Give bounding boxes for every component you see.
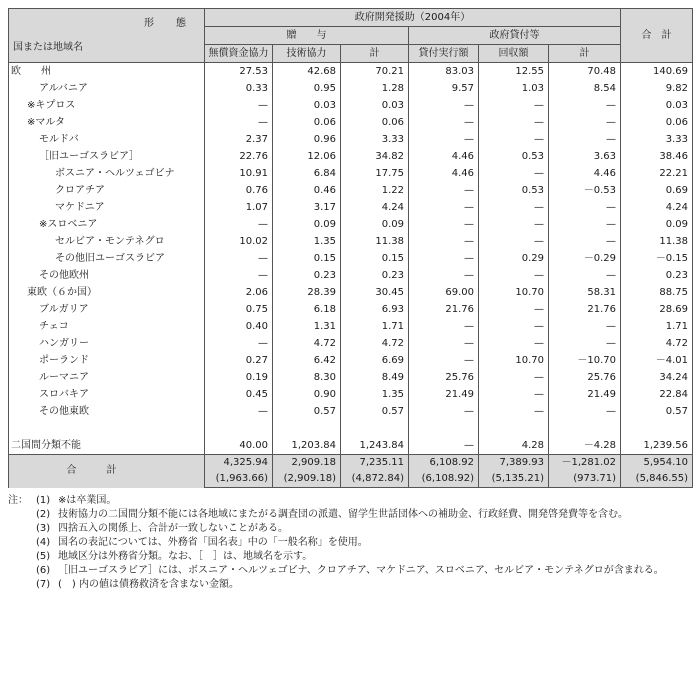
total-paren-cell: (973.71) [549, 471, 621, 488]
value-cell: 1.28 [341, 80, 409, 97]
row-label [9, 420, 205, 437]
value-cell: — [409, 267, 479, 284]
value-cell: 1,239.56 [621, 437, 693, 455]
row-label: ［旧ユーゴスラビア］ [9, 148, 205, 165]
note-prefix [8, 578, 36, 592]
value-cell: 8.49 [341, 369, 409, 386]
row-label: スロバキア [9, 386, 205, 403]
note-text: ［旧ユーゴスラビア］には、ボスニア・ヘルツェゴビナ、クロアチア、マケドニア、スロベニア、セルビア・モンテネグロが含まれる。 [58, 565, 664, 576]
value-cell: －0.53 [549, 182, 621, 199]
value-cell [621, 420, 693, 437]
note-text: ※は卒業国。 [58, 495, 117, 506]
total-label: 合計 [9, 455, 205, 488]
value-cell: 4.46 [549, 165, 621, 182]
value-cell: 3.33 [341, 131, 409, 148]
row-label: 東欧（６か国） [9, 284, 205, 301]
value-cell: — [549, 335, 621, 352]
note-number: (5) [36, 551, 51, 562]
value-cell: — [409, 216, 479, 233]
table-row [9, 233, 693, 250]
row-label: クロアチア [9, 182, 205, 199]
value-cell: 21.49 [409, 386, 479, 403]
note-prefix: 注： [8, 495, 28, 506]
row-label: ハンガリー [9, 335, 205, 352]
row-label: ルーマニア [9, 369, 205, 386]
table-row [9, 199, 693, 216]
table-row [9, 63, 693, 81]
value-cell: 0.09 [341, 216, 409, 233]
note-item [8, 550, 692, 564]
value-cell: — [205, 97, 273, 114]
value-cell: 6.42 [273, 352, 341, 369]
total-cell: 2,909.18 [273, 455, 341, 472]
value-cell: — [479, 267, 549, 284]
header-col-grant-subtotal: 計 [341, 45, 409, 63]
value-cell: 9.57 [409, 80, 479, 97]
value-cell: 27.53 [205, 63, 273, 81]
value-cell: 10.70 [479, 352, 549, 369]
note-text: 国名の表記については、外務省「国名表」中の「一般名称」を使用。 [58, 537, 368, 548]
total-cell: 7,389.93 [479, 455, 549, 472]
row-label: モルドバ [9, 131, 205, 148]
row-label: その他東欧 [9, 403, 205, 420]
row-label: ブルガリア [9, 301, 205, 318]
note-item [8, 578, 692, 592]
row-label: 二国間分類不能 [9, 437, 205, 455]
table-row [9, 284, 693, 301]
value-cell: — [549, 114, 621, 131]
value-cell: 1.71 [341, 318, 409, 335]
value-cell: 0.23 [341, 267, 409, 284]
value-cell: －4.28 [549, 437, 621, 455]
value-cell: 70.21 [341, 63, 409, 81]
note-text: 四捨五入の関係上、合計が一致しないことがある。 [58, 523, 288, 534]
header-country-label: 国または地域名 [13, 42, 83, 53]
table-row [9, 352, 693, 369]
value-cell: 0.46 [273, 182, 341, 199]
table-row [9, 97, 693, 114]
row-label: 欧 州 [9, 63, 205, 81]
total-cell: 5,954.10 [621, 455, 693, 472]
value-cell: 4.72 [341, 335, 409, 352]
total-cell: 6,108.92 [409, 455, 479, 472]
value-cell: — [409, 437, 479, 455]
value-cell: 69.00 [409, 284, 479, 301]
value-cell: 4.46 [409, 148, 479, 165]
value-cell: — [409, 352, 479, 369]
value-cell: －0.29 [549, 250, 621, 267]
value-cell: 0.23 [621, 267, 693, 284]
value-cell: 42.68 [273, 63, 341, 81]
value-cell: 12.55 [479, 63, 549, 81]
value-cell: 4.24 [621, 199, 693, 216]
value-cell: 1.31 [273, 318, 341, 335]
value-cell: 0.09 [621, 216, 693, 233]
value-cell: — [409, 199, 479, 216]
value-cell: — [479, 318, 549, 335]
table-row [9, 437, 693, 455]
value-cell: — [479, 165, 549, 182]
value-cell: 6.93 [341, 301, 409, 318]
total-paren-cell: (4,872.84) [341, 471, 409, 488]
value-cell: 0.23 [273, 267, 341, 284]
row-label: ※スロベニア [9, 216, 205, 233]
value-cell: 0.33 [205, 80, 273, 97]
value-cell: 34.24 [621, 369, 693, 386]
value-cell: 0.29 [479, 250, 549, 267]
value-cell: — [479, 335, 549, 352]
oda-table-page [8, 8, 692, 592]
value-cell: －10.70 [549, 352, 621, 369]
value-cell [273, 420, 341, 437]
value-cell: 0.03 [341, 97, 409, 114]
value-cell: 0.06 [341, 114, 409, 131]
note-item [8, 522, 692, 536]
value-cell: 1.07 [205, 199, 273, 216]
value-cell: 10.70 [479, 284, 549, 301]
note-item [8, 494, 692, 508]
header-total: 合 計 [621, 9, 693, 63]
value-cell: 28.39 [273, 284, 341, 301]
value-cell: 0.57 [621, 403, 693, 420]
value-cell: 0.03 [621, 97, 693, 114]
value-cell: 1.35 [341, 386, 409, 403]
value-cell: — [409, 233, 479, 250]
header-form-label: 形 態 [144, 18, 192, 29]
header-grant: 贈 与 [205, 27, 409, 45]
value-cell: 0.03 [273, 97, 341, 114]
oda-europe-table [8, 8, 693, 488]
table-header [9, 9, 693, 63]
note-number: (1) [36, 495, 51, 506]
header-col-loan-subtotal: 計 [549, 45, 621, 63]
table-row-blank [9, 420, 693, 437]
total-cell: 4,325.94 [205, 455, 273, 472]
value-cell: — [479, 301, 549, 318]
value-cell: 6.84 [273, 165, 341, 182]
row-label: ボスニア・ヘルツェゴビナ [9, 165, 205, 182]
row-label: その他旧ユーゴスラビア [9, 250, 205, 267]
value-cell: 0.15 [273, 250, 341, 267]
value-cell: 2.37 [205, 131, 273, 148]
value-cell: 25.76 [549, 369, 621, 386]
value-cell: — [205, 114, 273, 131]
value-cell: －4.01 [621, 352, 693, 369]
value-cell: 1.71 [621, 318, 693, 335]
row-label: チェコ [9, 318, 205, 335]
value-cell: — [205, 267, 273, 284]
value-cell: 3.17 [273, 199, 341, 216]
total-paren-cell: (1,963.66) [205, 471, 273, 488]
value-cell: 1,243.84 [341, 437, 409, 455]
value-cell: 8.30 [273, 369, 341, 386]
value-cell: 21.76 [409, 301, 479, 318]
value-cell: 38.46 [621, 148, 693, 165]
value-cell: 88.75 [621, 284, 693, 301]
value-cell [205, 420, 273, 437]
total-paren-cell: (6,108.92) [409, 471, 479, 488]
total-cell: 7,235.11 [341, 455, 409, 472]
note-text: ( ) 内の値は債務救済を含まない金額。 [58, 579, 239, 590]
row-label: ※キプロス [9, 97, 205, 114]
value-cell: 0.06 [273, 114, 341, 131]
value-cell: — [549, 233, 621, 250]
value-cell: 3.63 [549, 148, 621, 165]
row-label: セルビア・モンテネグロ [9, 233, 205, 250]
value-cell: — [409, 131, 479, 148]
value-cell: — [409, 114, 479, 131]
value-cell: — [549, 216, 621, 233]
note-number: (4) [36, 537, 51, 548]
total-row [9, 455, 693, 472]
header-col-recovered: 回収額 [479, 45, 549, 63]
value-cell [341, 420, 409, 437]
note-prefix [8, 536, 36, 550]
value-cell: 0.69 [621, 182, 693, 199]
table-row [9, 250, 693, 267]
value-cell [479, 420, 549, 437]
row-label: その他欧州 [9, 267, 205, 284]
value-cell: — [479, 386, 549, 403]
value-cell: 140.69 [621, 63, 693, 81]
total-paren-cell: (2,909.18) [273, 471, 341, 488]
table-row [9, 386, 693, 403]
value-cell: 0.96 [273, 131, 341, 148]
table-row [9, 131, 693, 148]
value-cell: 83.03 [409, 63, 479, 81]
value-cell: — [549, 131, 621, 148]
note-item [8, 564, 692, 578]
value-cell: — [479, 403, 549, 420]
row-label: ポーランド [9, 352, 205, 369]
value-cell: 28.69 [621, 301, 693, 318]
value-cell: 1,203.84 [273, 437, 341, 455]
value-cell: 1.35 [273, 233, 341, 250]
note-prefix [8, 522, 36, 536]
value-cell: 17.75 [341, 165, 409, 182]
total-paren-cell: (5,846.55) [621, 471, 693, 488]
value-cell: 0.75 [205, 301, 273, 318]
value-cell: 34.82 [341, 148, 409, 165]
value-cell: 21.49 [549, 386, 621, 403]
value-cell: 0.90 [273, 386, 341, 403]
note-number: (6) [36, 565, 51, 576]
value-cell: — [549, 267, 621, 284]
row-label: アルバニア [9, 80, 205, 97]
value-cell: 10.91 [205, 165, 273, 182]
value-cell: — [479, 114, 549, 131]
value-cell: 12.06 [273, 148, 341, 165]
value-cell: — [409, 403, 479, 420]
value-cell: 0.57 [273, 403, 341, 420]
table-total [9, 455, 693, 488]
table-row [9, 369, 693, 386]
value-cell: 4.72 [273, 335, 341, 352]
value-cell: — [205, 335, 273, 352]
value-cell: — [549, 97, 621, 114]
header-oda: 政府開発援助（2004年） [205, 9, 621, 27]
value-cell: 0.40 [205, 318, 273, 335]
value-cell [409, 420, 479, 437]
table-row [9, 403, 693, 420]
value-cell: 0.76 [205, 182, 273, 199]
note-number: (2) [36, 509, 51, 520]
note-prefix [8, 508, 36, 522]
value-cell: — [479, 131, 549, 148]
value-cell: 1.03 [479, 80, 549, 97]
value-cell: 2.06 [205, 284, 273, 301]
value-cell: 0.27 [205, 352, 273, 369]
value-cell: — [205, 216, 273, 233]
value-cell: — [409, 335, 479, 352]
total-paren-cell: (5,135.21) [479, 471, 549, 488]
value-cell: — [409, 182, 479, 199]
value-cell: — [479, 369, 549, 386]
table-row [9, 318, 693, 335]
value-cell: 0.95 [273, 80, 341, 97]
table-row [9, 267, 693, 284]
value-cell: 0.19 [205, 369, 273, 386]
value-cell: — [549, 318, 621, 335]
value-cell: — [479, 233, 549, 250]
value-cell: 22.76 [205, 148, 273, 165]
note-text: 技術協力の二国間分類不能には各地域にまたがる調査団の派遣、留学生世話団体への補助金、行政経費、開発啓発費等を含む。 [58, 509, 628, 520]
header-loan: 政府貸付等 [409, 27, 621, 45]
value-cell: 3.33 [621, 131, 693, 148]
value-cell: — [479, 199, 549, 216]
value-cell: 11.38 [341, 233, 409, 250]
value-cell: — [479, 97, 549, 114]
row-label: マケドニア [9, 199, 205, 216]
value-cell: 6.18 [273, 301, 341, 318]
value-cell: 22.21 [621, 165, 693, 182]
table-row [9, 148, 693, 165]
value-cell: 0.53 [479, 182, 549, 199]
header-col-tech-coop: 技術協力 [273, 45, 341, 63]
note-item [8, 508, 692, 522]
value-cell: 8.54 [549, 80, 621, 97]
note-prefix [8, 550, 36, 564]
value-cell: 30.45 [341, 284, 409, 301]
value-cell: — [479, 216, 549, 233]
value-cell: 4.24 [341, 199, 409, 216]
value-cell: 10.02 [205, 233, 273, 250]
value-cell: －0.15 [621, 250, 693, 267]
table-row [9, 216, 693, 233]
value-cell [549, 420, 621, 437]
value-cell: — [205, 403, 273, 420]
value-cell: 21.76 [549, 301, 621, 318]
table-row [9, 335, 693, 352]
value-cell: — [409, 97, 479, 114]
note-number: (3) [36, 523, 51, 534]
header-col-loan-disbursed: 貸付実行額 [409, 45, 479, 63]
value-cell: 0.15 [341, 250, 409, 267]
value-cell: 11.38 [621, 233, 693, 250]
value-cell: 25.76 [409, 369, 479, 386]
table-row [9, 301, 693, 318]
value-cell: — [205, 250, 273, 267]
note-prefix [8, 564, 36, 578]
table-body [9, 63, 693, 455]
total-cell: －1,281.02 [549, 455, 621, 472]
value-cell: — [549, 403, 621, 420]
header-corner [9, 9, 205, 63]
value-cell: 1.22 [341, 182, 409, 199]
header-col-grant-aid: 無償資金協力 [205, 45, 273, 63]
value-cell: 0.53 [479, 148, 549, 165]
table-row [9, 80, 693, 97]
notes [8, 494, 692, 592]
table-row [9, 114, 693, 131]
value-cell: 0.57 [341, 403, 409, 420]
value-cell: — [409, 250, 479, 267]
value-cell: 6.69 [341, 352, 409, 369]
value-cell: — [409, 318, 479, 335]
value-cell: 9.82 [621, 80, 693, 97]
row-label: ※マルタ [9, 114, 205, 131]
note-text: 地域区分は外務省分類。なお、［ ］は、地域名を示す。 [58, 551, 313, 562]
table-row [9, 182, 693, 199]
value-cell: 0.09 [273, 216, 341, 233]
value-cell: — [549, 199, 621, 216]
value-cell: 4.46 [409, 165, 479, 182]
note-item [8, 536, 692, 550]
table-row [9, 165, 693, 182]
value-cell: 0.45 [205, 386, 273, 403]
value-cell: 58.31 [549, 284, 621, 301]
note-number: (7) [36, 579, 51, 590]
value-cell: 0.06 [621, 114, 693, 131]
value-cell: 70.48 [549, 63, 621, 81]
value-cell: 4.72 [621, 335, 693, 352]
value-cell: 22.84 [621, 386, 693, 403]
value-cell: 4.28 [479, 437, 549, 455]
value-cell: 40.00 [205, 437, 273, 455]
